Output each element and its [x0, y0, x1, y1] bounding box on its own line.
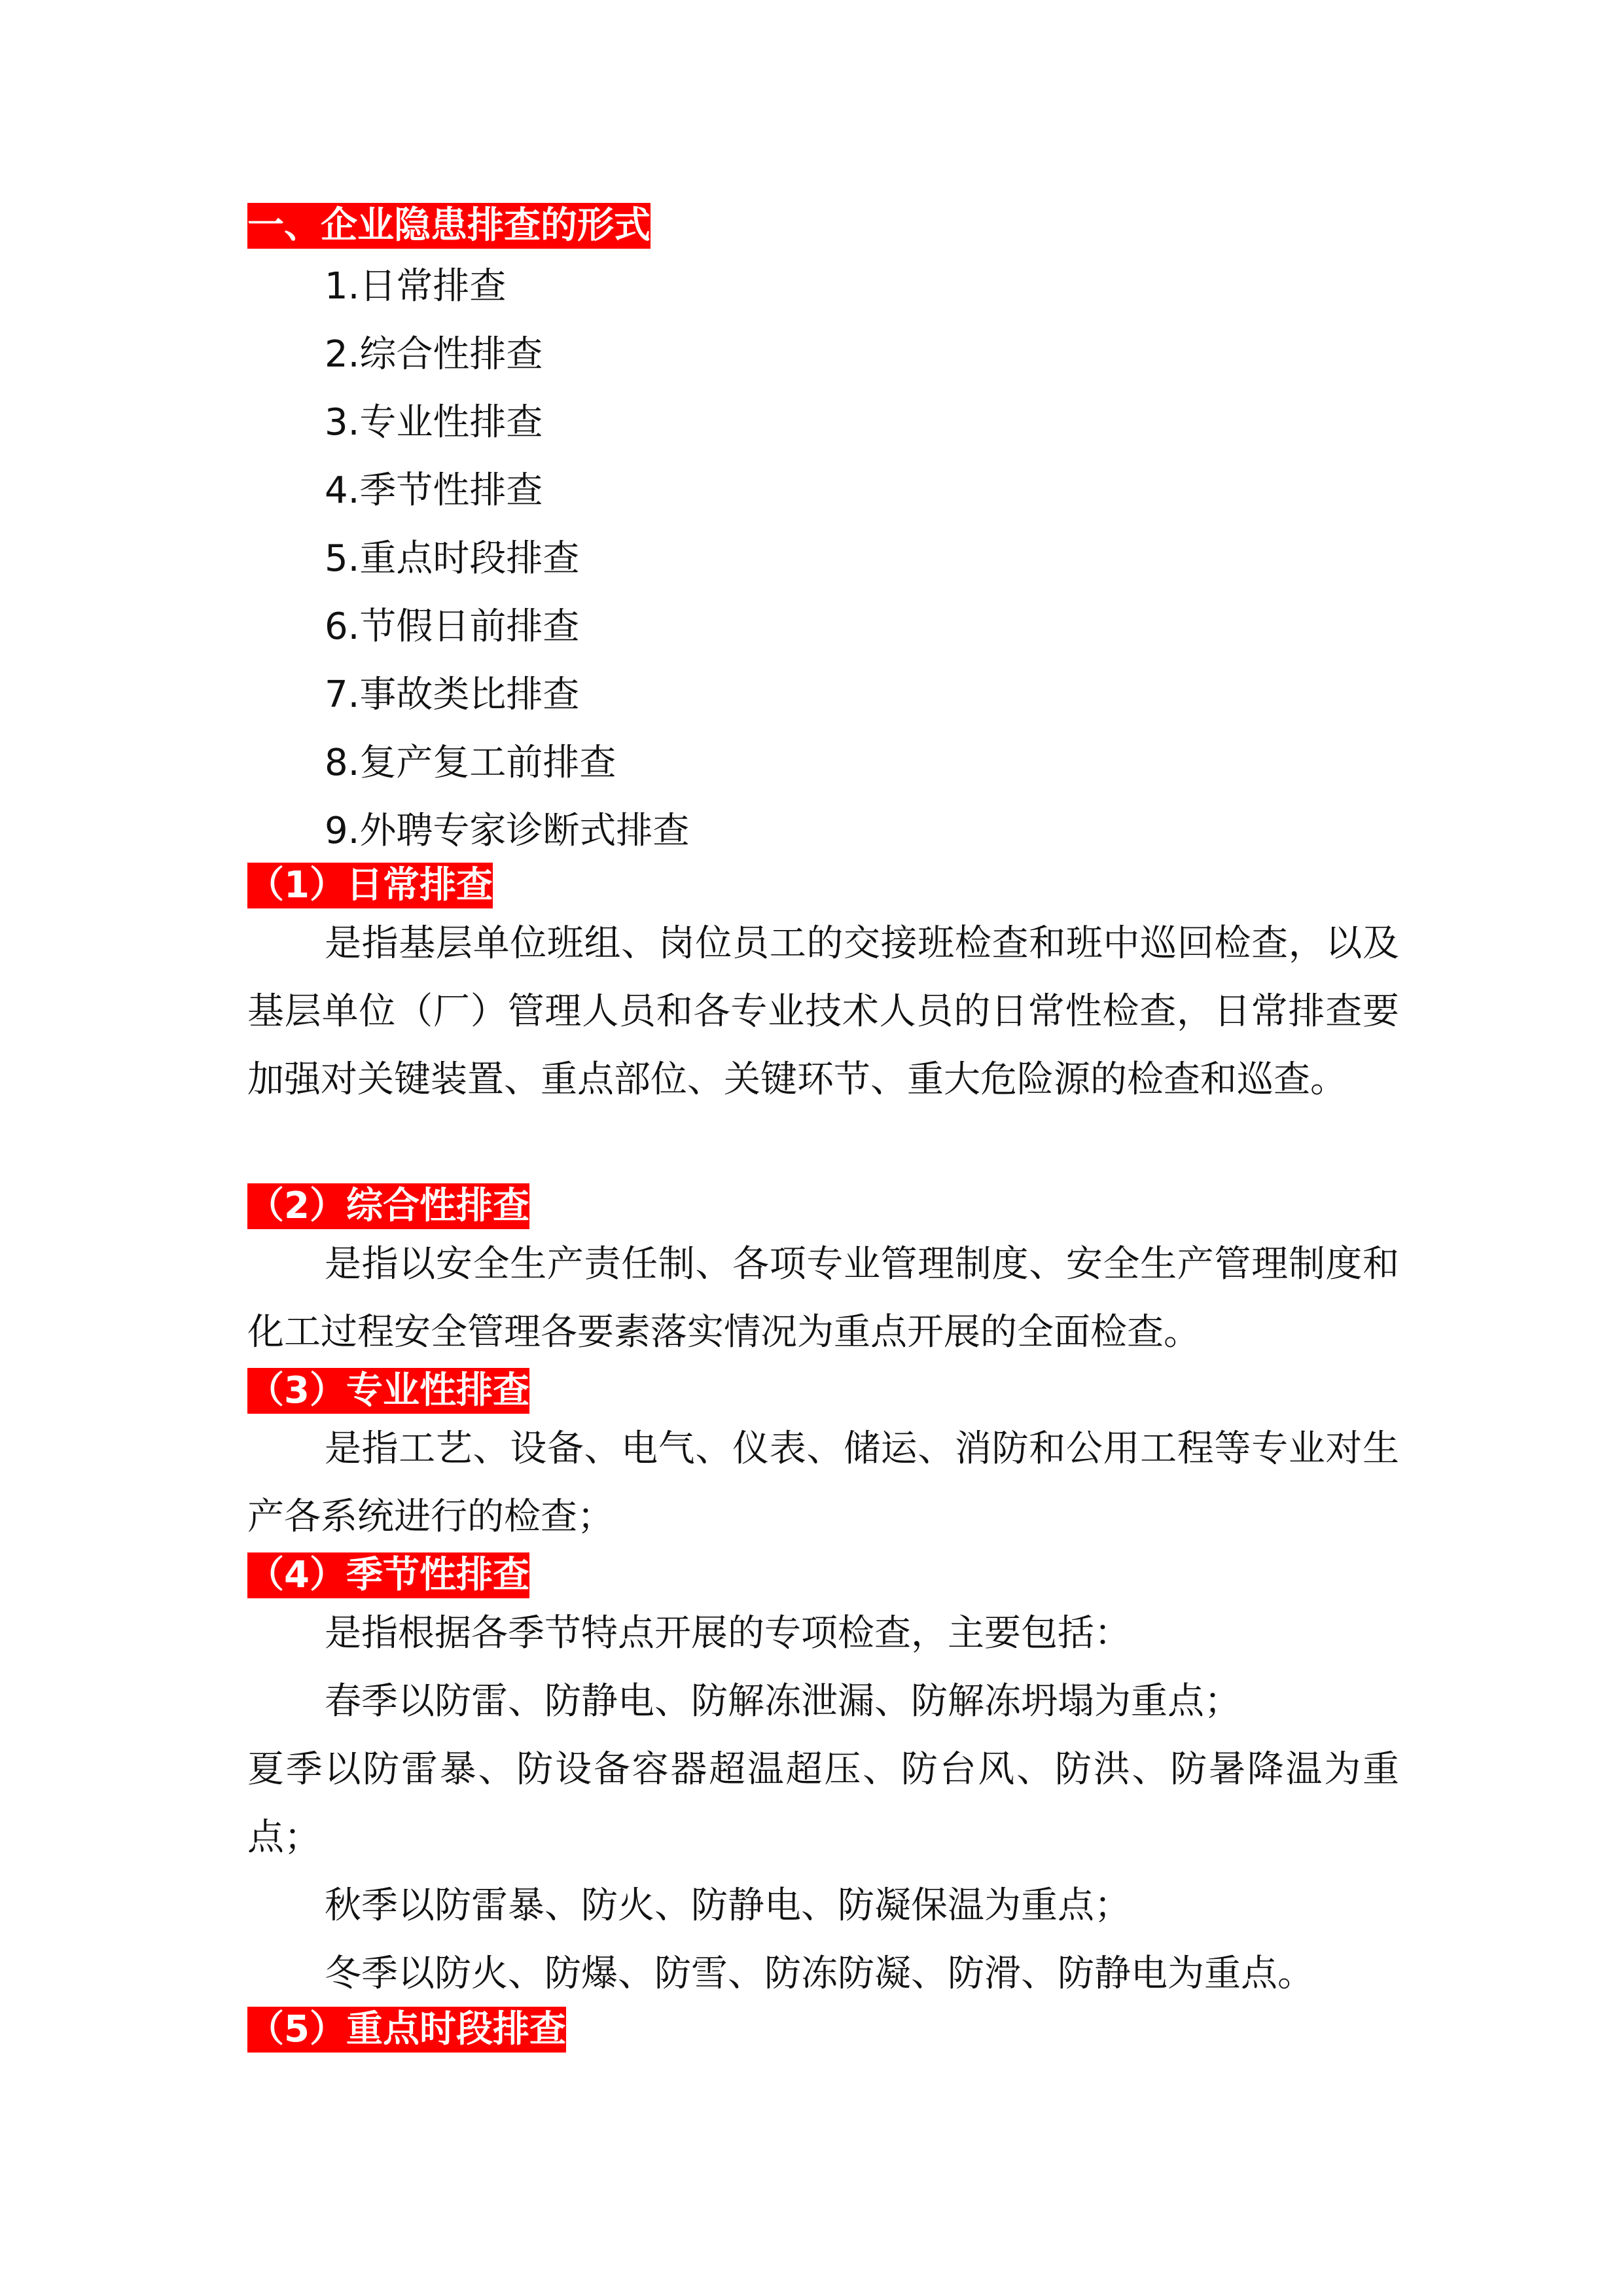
list-item: 3.专业性排查: [325, 401, 543, 444]
list-item: 1.日常排查: [325, 265, 507, 308]
subsection-body-1: 是指基层单位班组、岗位员工的交接班检查和班中巡回检查，以及基层单位（厂）管理人员和各专业技术人员的日常性检查，日常排查要加强对关键装置、重点部位、关键环节、重大危险源的检查和巡查。: [247, 922, 1399, 1101]
list-item: 6.节假日前排查: [325, 605, 580, 648]
subsection-heading-4: （4）季节性排查: [247, 1552, 529, 1598]
autumn-focus: 秋季以防雷暴、防火、防静电、防凝保温为重点；: [325, 1884, 1131, 1927]
spring-focus: 春季以防雷、防静电、防解冻泄漏、防解冻坍塌为重点；: [325, 1680, 1241, 1723]
list-item: 7.事故类比排查: [325, 673, 580, 716]
subsection-body-3: 是指工艺、设备、电气、仪表、储运、消防和公用工程等专业对生产各系统进行的检查；: [247, 1427, 1399, 1538]
list-item: 5.重点时段排查: [325, 537, 580, 580]
list-item: 8.复产复工前排查: [325, 742, 616, 784]
winter-focus: 冬季以防火、防爆、防雪、防冻防凝、防滑、防静电为重点。: [325, 1952, 1314, 1995]
subsection-heading-1: （1）日常排查: [247, 863, 493, 908]
subsection-heading-3: （3）专业性排查: [247, 1368, 529, 1414]
list-item: 2.综合性排查: [325, 333, 543, 376]
list-item: 9.外聘专家诊断式排查: [325, 810, 690, 852]
summer-focus: 夏季以防雷暴、防设备容器超温超压、防台风、防洪、防暑降温为重点；: [247, 1748, 1399, 1859]
list-item: 4.季节性排查: [325, 469, 543, 512]
section-title: 一、企业隐患排查的形式: [247, 203, 651, 249]
subsection-body-2: 是指以安全生产责任制、各项专业管理制度、安全生产管理制度和化工过程安全管理各要素落实情况为重点开展的全面检查。: [247, 1243, 1399, 1354]
subsection-heading-2: （2）综合性排查: [247, 1183, 529, 1229]
seasonal-intro: 是指根据各季节特点开展的专项检查，主要包括：: [325, 1612, 1131, 1655]
subsection-heading-5: （5）重点时段排查: [247, 2007, 566, 2053]
